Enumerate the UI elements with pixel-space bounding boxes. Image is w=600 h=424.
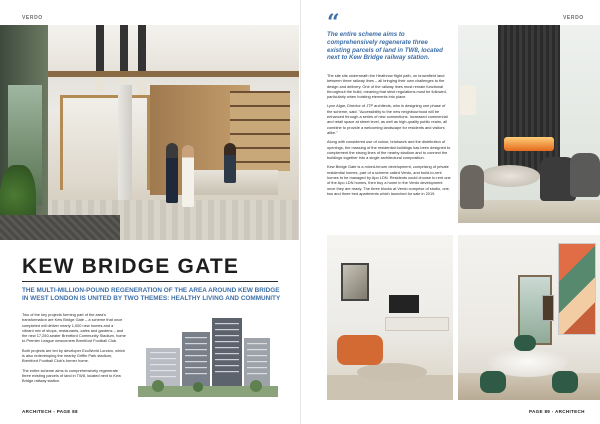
- body-paragraph: Two of the key projects forming part of the area's transformation are Kew Bridge Gate – a scheme that once completed will deliver nearly 1,000 new homes and a vibrant mix of shops, restaurants, cafes and gardens – and the new 17,250-seater Brentford Community Stadium, home to Premier League newcomers Brentford Football Club.: [22, 312, 126, 344]
- right-page: [300, 0, 600, 424]
- body-paragraph: Lynn Algar, Director of JTP architects, who is designing one phase of the scheme, said: "Accessibility to the new neighbourhood will be enhanced through a series of new connections. Increased commercial and retail space at street level, as well as high-quality public realm, all combine to provide a welcoming landscape for residents and visitors alike.": [327, 103, 448, 135]
- body-paragraph: Along with considered use of colour, brickwork and the distribution of openings, the massing of the residential buildings has been designed to complement the strong lines of the nearby stadium and to connect the buildings together into a single architectural composition.: [327, 139, 451, 161]
- living-room-photo: [327, 235, 453, 400]
- body-paragraph: The entire scheme aims to comprehensively regenerate three existing parcels of land in TW8, located next to Kew Bridge railway station.: [22, 367, 121, 384]
- body-paragraph: Kew Bridge Gate is a mixed-tenure development, comprising of private residential homes, part of a scheme called Verdo, and build-to-rent homes to be managed by Apo LDN. Residents could choose to rent one of the Apo LDN homes, then buy a home in the Verdo development once they are ready. The three blocks at Verdo comprise of studio, one, two and three bed apartments which launched for sale in 2019.: [327, 164, 451, 196]
- folio-left: ARCHITECH - PAGE 88: [22, 409, 78, 414]
- right-body-column: [327, 73, 451, 200]
- lounge-photo: [458, 25, 600, 223]
- standfirst: THE MULTI-MILLION-POUND REGENERATION OF THE AREA AROUND KEW BRIDGE IN WEST LONDON IS UNITED BY TWO THEMES: HEALTHY LIVING AND COMMUNITY: [22, 287, 281, 303]
- dining-photo: [458, 235, 600, 400]
- title-rule: [22, 281, 278, 282]
- body-paragraph: The site sits underneath the Heathrow flight path, on brownfield land between three railway lines – all bringing their own challenges to the design and delivery. One of the railway lines must remain functional throughout the build, meaning that strict regulations must be followed, particularly when hoisting elements into place.: [327, 73, 447, 100]
- quote-mark-icon: “: [327, 10, 340, 36]
- body-paragraph: Both projects are led by developer EcoWorld London, which is also redeveloping the nearby Griffin Park stadium, Brentford Football Club's former home.: [22, 347, 126, 364]
- building-render: [138, 312, 278, 397]
- brand-label-right: VERDO: [563, 15, 584, 21]
- article-title: KEW BRIDGE GATE: [22, 255, 240, 278]
- left-body-column: [22, 312, 126, 388]
- folio-right: PAGE 89 - ARCHITECH: [529, 409, 585, 414]
- pull-quote: The entire scheme aims to comprehensively regenerate three existing parcels of land in TW8, located next to Kew Bridge railway station.: [327, 31, 443, 62]
- brand-label-left: VERDO: [22, 15, 43, 21]
- lobby-photo: [0, 25, 299, 240]
